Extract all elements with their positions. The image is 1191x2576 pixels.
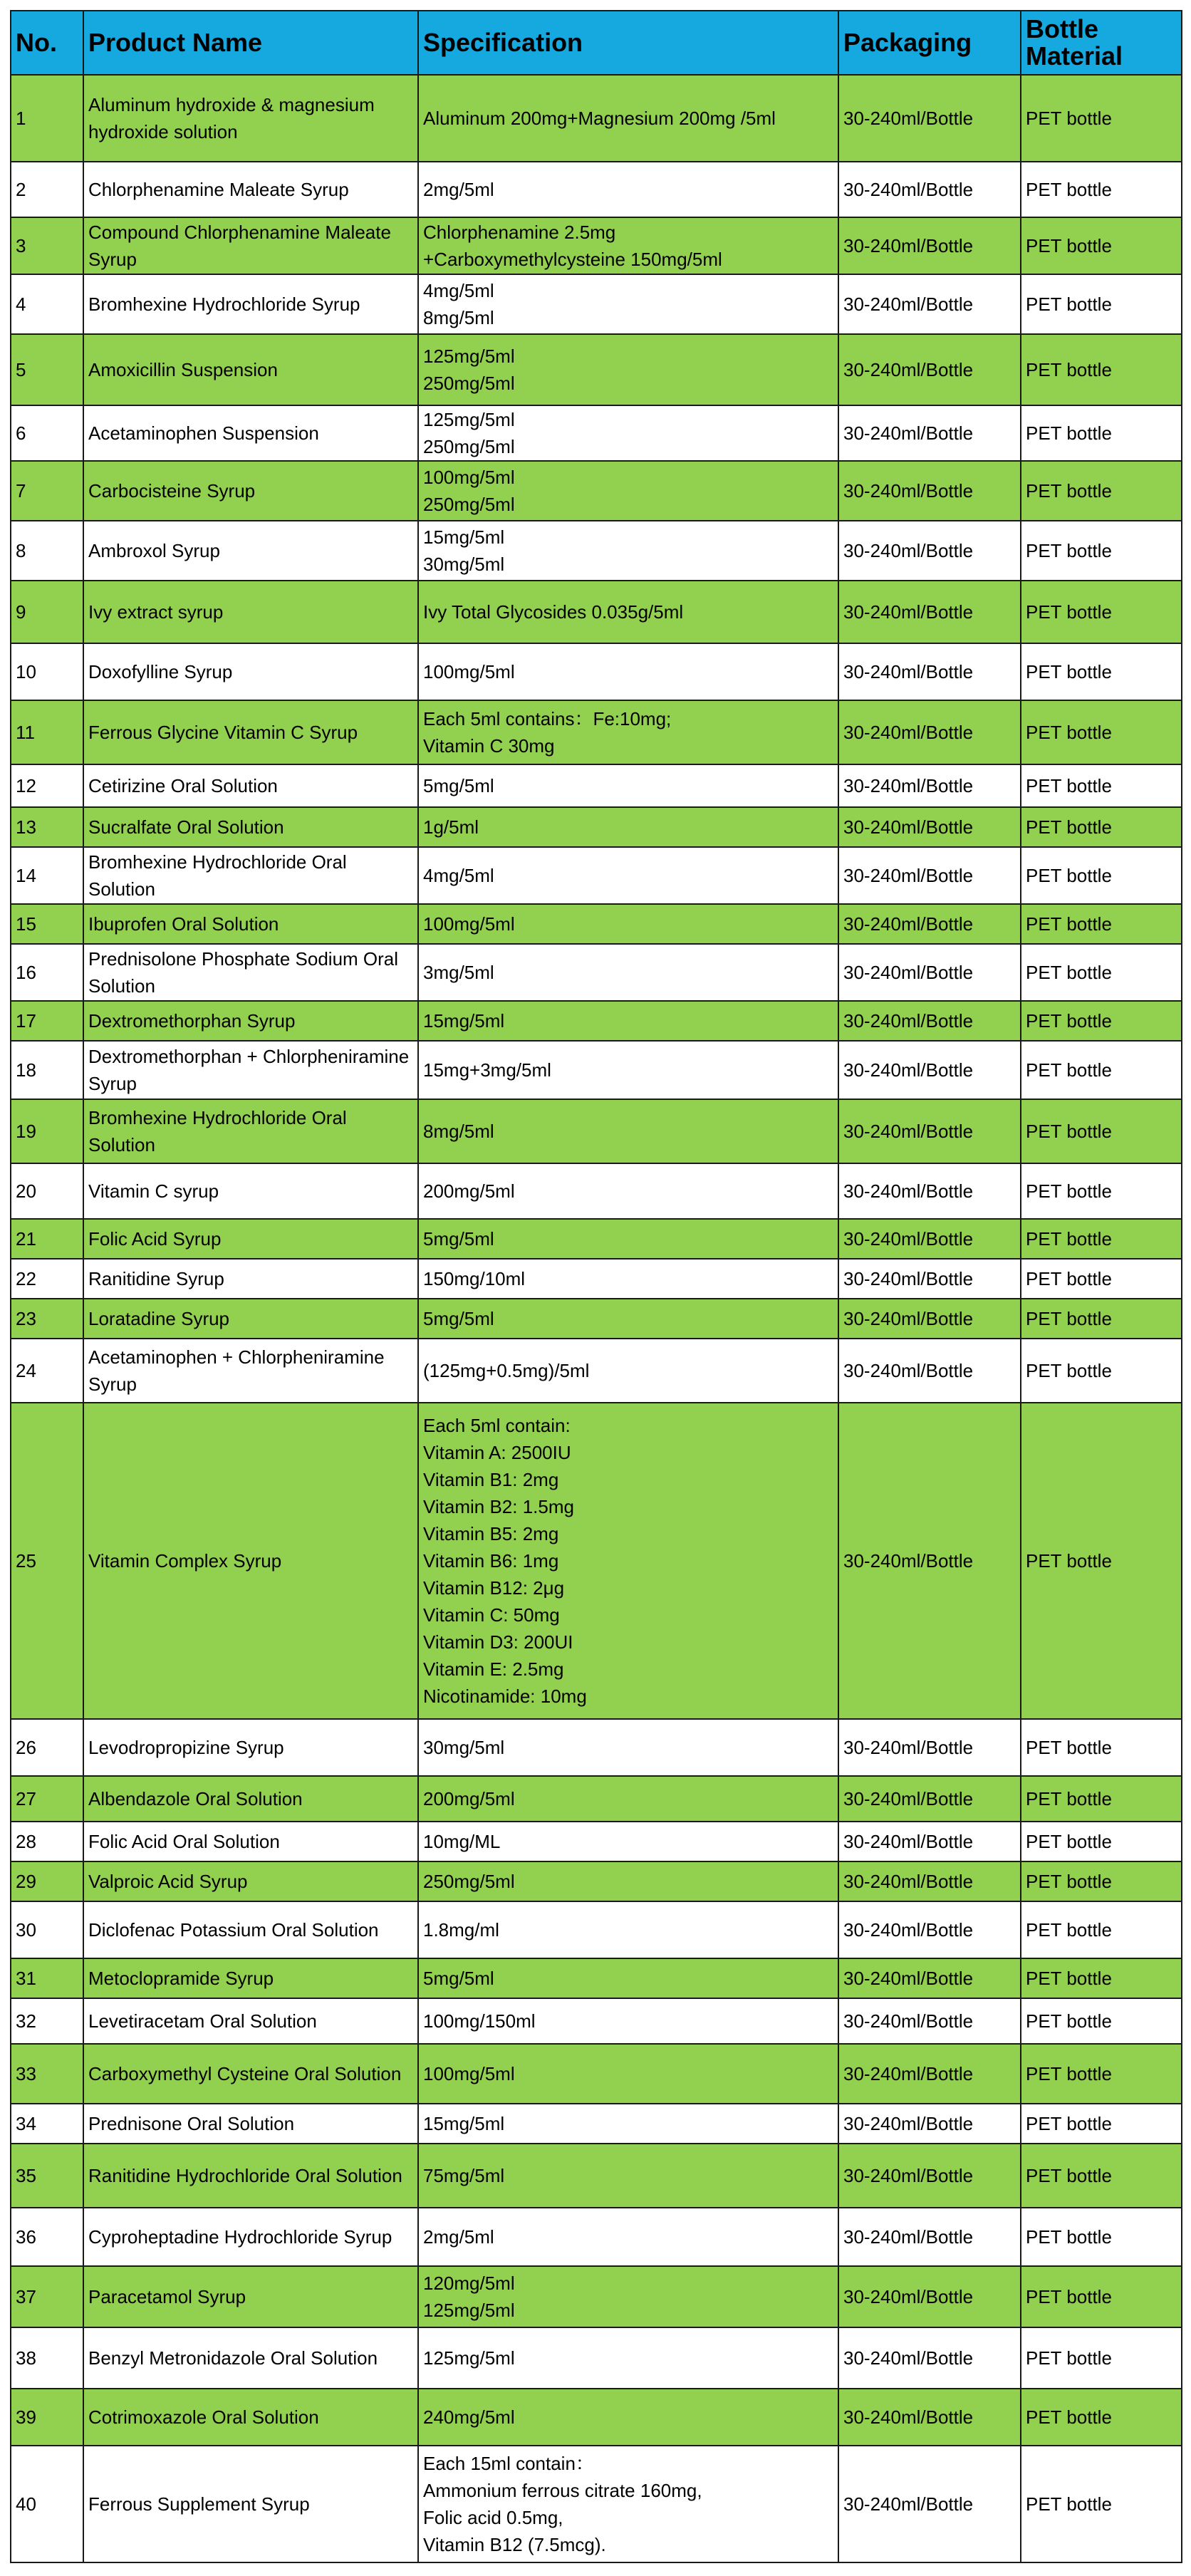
cell-product-name: Benzyl Metronidazole Oral Solution: [83, 2327, 418, 2389]
cell-packaging: 30-240ml/Bottle: [838, 334, 1021, 405]
cell-product-name: Aluminum hydroxide & magnesium hydroxide solution: [83, 75, 418, 162]
cell-specification: 1.8mg/ml: [418, 1901, 838, 1958]
cell-packaging: 30-240ml/Bottle: [838, 2266, 1021, 2327]
cell-bottle-material: PET bottle: [1021, 1099, 1182, 1163]
cell-bottle-material: PET bottle: [1021, 1901, 1182, 1958]
cell-bottle-material: PET bottle: [1021, 1861, 1182, 1901]
cell-bottle-material: PET bottle: [1021, 847, 1182, 904]
cell-bottle-material: PET bottle: [1021, 944, 1182, 1001]
cell-product-name: Albendazole Oral Solution: [83, 1776, 418, 1822]
cell-no: 19: [11, 1099, 83, 1163]
cell-product-name: Cyproheptadine Hydrochloride Syrup: [83, 2208, 418, 2266]
cell-product-name: Paracetamol Syrup: [83, 2266, 418, 2327]
cell-no: 14: [11, 847, 83, 904]
cell-specification: Chlorphenamine 2.5mg +Carboxymethylcysteine 150mg/5ml: [418, 217, 838, 274]
table-row: [11, 1099, 1182, 1163]
cell-packaging: 30-240ml/Bottle: [838, 405, 1021, 461]
cell-product-name: Ferrous Supplement Syrup: [83, 2446, 418, 2562]
cell-product-name: Bromhexine Hydrochloride Oral Solution: [83, 847, 418, 904]
cell-no: 36: [11, 2208, 83, 2266]
cell-packaging: 30-240ml/Bottle: [838, 1403, 1021, 1719]
cell-packaging: 30-240ml/Bottle: [838, 2104, 1021, 2144]
header-row: [11, 11, 1182, 75]
table-row: [11, 461, 1182, 521]
table-row: [11, 1958, 1182, 1998]
cell-product-name: Amoxicillin Suspension: [83, 334, 418, 405]
cell-product-name: Sucralfate Oral Solution: [83, 807, 418, 847]
cell-product-name: Cotrimoxazole Oral Solution: [83, 2389, 418, 2446]
cell-bottle-material: PET bottle: [1021, 1299, 1182, 1339]
cell-product-name: Acetaminophen Suspension: [83, 405, 418, 461]
cell-packaging: 30-240ml/Bottle: [838, 944, 1021, 1001]
cell-packaging: 30-240ml/Bottle: [838, 1041, 1021, 1099]
cell-bottle-material: PET bottle: [1021, 764, 1182, 807]
cell-packaging: 30-240ml/Bottle: [838, 461, 1021, 521]
header-no: No.: [11, 11, 83, 75]
cell-product-name: Bromhexine Hydrochloride Oral Solution: [83, 1099, 418, 1163]
cell-packaging: 30-240ml/Bottle: [838, 700, 1021, 764]
cell-product-name: Ranitidine Hydrochloride Oral Solution: [83, 2144, 418, 2208]
cell-no: 3: [11, 217, 83, 274]
cell-product-name: Dextromethorphan + Chlorpheniramine Syrup: [83, 1041, 418, 1099]
table-row: [11, 807, 1182, 847]
cell-specification: 200mg/5ml: [418, 1163, 838, 1219]
table-body: [11, 75, 1182, 2562]
table-row: [11, 1259, 1182, 1299]
table-row: [11, 162, 1182, 217]
table-row: [11, 700, 1182, 764]
cell-specification: 100mg/5ml: [418, 643, 838, 700]
cell-specification: 15mg+3mg/5ml: [418, 1041, 838, 1099]
cell-packaging: 30-240ml/Bottle: [838, 2446, 1021, 2562]
cell-no: 28: [11, 1822, 83, 1861]
cell-no: 8: [11, 521, 83, 581]
cell-specification: 4mg/5ml 8mg/5ml: [418, 274, 838, 334]
cell-specification: 3mg/5ml: [418, 944, 838, 1001]
table-row: [11, 1041, 1182, 1099]
cell-product-name: Compound Chlorphenamine Maleate Syrup: [83, 217, 418, 274]
cell-no: 38: [11, 2327, 83, 2389]
cell-product-name: Ivy extract syrup: [83, 581, 418, 643]
cell-no: 9: [11, 581, 83, 643]
cell-product-name: Acetaminophen + Chlorpheniramine Syrup: [83, 1339, 418, 1403]
cell-no: 25: [11, 1403, 83, 1719]
cell-packaging: 30-240ml/Bottle: [838, 162, 1021, 217]
cell-product-name: Folic Acid Oral Solution: [83, 1822, 418, 1861]
cell-no: 21: [11, 1219, 83, 1259]
table-row: [11, 1901, 1182, 1958]
table-row: [11, 581, 1182, 643]
product-table: [10, 10, 1182, 2563]
cell-bottle-material: PET bottle: [1021, 1219, 1182, 1259]
cell-product-name: Levodropropizine Syrup: [83, 1719, 418, 1776]
cell-no: 2: [11, 162, 83, 217]
cell-packaging: 30-240ml/Bottle: [838, 2389, 1021, 2446]
cell-specification: 75mg/5ml: [418, 2144, 838, 2208]
cell-bottle-material: PET bottle: [1021, 1403, 1182, 1719]
table-row: [11, 1403, 1182, 1719]
cell-no: 10: [11, 643, 83, 700]
cell-bottle-material: PET bottle: [1021, 1001, 1182, 1041]
table-row: [11, 847, 1182, 904]
cell-no: 15: [11, 904, 83, 944]
cell-no: 13: [11, 807, 83, 847]
table-row: [11, 904, 1182, 944]
cell-no: 18: [11, 1041, 83, 1099]
cell-no: 27: [11, 1776, 83, 1822]
cell-specification: 100mg/150ml: [418, 1998, 838, 2044]
table-row: [11, 1001, 1182, 1041]
cell-packaging: 30-240ml/Bottle: [838, 847, 1021, 904]
cell-bottle-material: PET bottle: [1021, 700, 1182, 764]
cell-product-name: Cetirizine Oral Solution: [83, 764, 418, 807]
cell-no: 4: [11, 274, 83, 334]
cell-product-name: Doxofylline Syrup: [83, 643, 418, 700]
cell-product-name: Ranitidine Syrup: [83, 1259, 418, 1299]
table-row: [11, 643, 1182, 700]
cell-product-name: Ambroxol Syrup: [83, 521, 418, 581]
cell-specification: 5mg/5ml: [418, 1219, 838, 1259]
cell-packaging: 30-240ml/Bottle: [838, 764, 1021, 807]
table-row: [11, 2144, 1182, 2208]
cell-bottle-material: PET bottle: [1021, 521, 1182, 581]
cell-specification: 100mg/5ml: [418, 2044, 838, 2104]
cell-specification: 100mg/5ml: [418, 904, 838, 944]
cell-packaging: 30-240ml/Bottle: [838, 1001, 1021, 1041]
table-row: [11, 274, 1182, 334]
cell-specification: 125mg/5ml: [418, 2327, 838, 2389]
table-row: [11, 2446, 1182, 2562]
table-row: [11, 944, 1182, 1001]
table-row: [11, 1861, 1182, 1901]
table-row: [11, 2266, 1182, 2327]
cell-specification: 30mg/5ml: [418, 1719, 838, 1776]
cell-no: 26: [11, 1719, 83, 1776]
table-row: [11, 1219, 1182, 1259]
cell-bottle-material: PET bottle: [1021, 2208, 1182, 2266]
table-row: [11, 521, 1182, 581]
cell-product-name: Ferrous Glycine Vitamin C Syrup: [83, 700, 418, 764]
cell-bottle-material: PET bottle: [1021, 1259, 1182, 1299]
cell-specification: 100mg/5ml 250mg/5ml: [418, 461, 838, 521]
cell-product-name: Levetiracetam Oral Solution: [83, 1998, 418, 2044]
cell-specification: 150mg/10ml: [418, 1259, 838, 1299]
cell-specification: 4mg/5ml: [418, 847, 838, 904]
cell-bottle-material: PET bottle: [1021, 2389, 1182, 2446]
cell-specification: 10mg/ML: [418, 1822, 838, 1861]
cell-specification: 2mg/5ml: [418, 2208, 838, 2266]
cell-packaging: 30-240ml/Bottle: [838, 2044, 1021, 2104]
cell-packaging: 30-240ml/Bottle: [838, 581, 1021, 643]
cell-packaging: 30-240ml/Bottle: [838, 904, 1021, 944]
cell-packaging: 30-240ml/Bottle: [838, 1776, 1021, 1822]
cell-no: 35: [11, 2144, 83, 2208]
table-row: [11, 1299, 1182, 1339]
table-row: [11, 334, 1182, 405]
header-bottle-material: Bottle Material: [1021, 11, 1182, 75]
cell-specification: 15mg/5ml: [418, 2104, 838, 2144]
cell-bottle-material: PET bottle: [1021, 1719, 1182, 1776]
cell-specification: Each 5ml contains：Fe:10mg; Vitamin C 30mg: [418, 700, 838, 764]
table-row: [11, 2044, 1182, 2104]
cell-bottle-material: PET bottle: [1021, 2266, 1182, 2327]
table-row: [11, 1163, 1182, 1219]
cell-bottle-material: PET bottle: [1021, 274, 1182, 334]
cell-bottle-material: PET bottle: [1021, 1339, 1182, 1403]
cell-product-name: Metoclopramide Syrup: [83, 1958, 418, 1998]
cell-bottle-material: PET bottle: [1021, 904, 1182, 944]
table-row: [11, 2389, 1182, 2446]
cell-packaging: 30-240ml/Bottle: [838, 1998, 1021, 2044]
table-row: [11, 764, 1182, 807]
cell-packaging: 30-240ml/Bottle: [838, 807, 1021, 847]
cell-specification: 5mg/5ml: [418, 1299, 838, 1339]
cell-packaging: 30-240ml/Bottle: [838, 1958, 1021, 1998]
cell-bottle-material: PET bottle: [1021, 1163, 1182, 1219]
cell-product-name: Carboxymethyl Cysteine Oral Solution: [83, 2044, 418, 2104]
cell-bottle-material: PET bottle: [1021, 807, 1182, 847]
cell-no: 32: [11, 1998, 83, 2044]
cell-product-name: Ibuprofen Oral Solution: [83, 904, 418, 944]
cell-specification: 15mg/5ml: [418, 1001, 838, 1041]
header-packaging: Packaging: [838, 11, 1021, 75]
cell-packaging: 30-240ml/Bottle: [838, 521, 1021, 581]
table-row: [11, 75, 1182, 162]
cell-packaging: 30-240ml/Bottle: [838, 2208, 1021, 2266]
cell-no: 16: [11, 944, 83, 1001]
cell-specification: Each 15ml contain： Ammonium ferrous citrate 160mg, Folic acid 0.5mg, Vitamin B12 (7.5mcg).: [418, 2446, 838, 2562]
cell-packaging: 30-240ml/Bottle: [838, 1822, 1021, 1861]
cell-specification: 2mg/5ml: [418, 162, 838, 217]
cell-specification: Ivy Total Glycosides 0.035g/5ml: [418, 581, 838, 643]
cell-specification: 240mg/5ml: [418, 2389, 838, 2446]
cell-bottle-material: PET bottle: [1021, 2104, 1182, 2144]
cell-product-name: Dextromethorphan Syrup: [83, 1001, 418, 1041]
header-product-name: Product Name: [83, 11, 418, 75]
cell-no: 12: [11, 764, 83, 807]
table-row: [11, 2327, 1182, 2389]
cell-no: 33: [11, 2044, 83, 2104]
cell-bottle-material: PET bottle: [1021, 461, 1182, 521]
cell-no: 20: [11, 1163, 83, 1219]
cell-packaging: 30-240ml/Bottle: [838, 643, 1021, 700]
table-row: [11, 1822, 1182, 1861]
cell-no: 5: [11, 334, 83, 405]
cell-bottle-material: PET bottle: [1021, 162, 1182, 217]
cell-no: 31: [11, 1958, 83, 1998]
cell-specification: 250mg/5ml: [418, 1861, 838, 1901]
table-row: [11, 2208, 1182, 2266]
cell-packaging: 30-240ml/Bottle: [838, 1259, 1021, 1299]
cell-specification: 1g/5ml: [418, 807, 838, 847]
table-row: [11, 1719, 1182, 1776]
cell-product-name: Vitamin Complex Syrup: [83, 1403, 418, 1719]
cell-packaging: 30-240ml/Bottle: [838, 1219, 1021, 1259]
table-row: [11, 2104, 1182, 2144]
cell-specification: (125mg+0.5mg)/5ml: [418, 1339, 838, 1403]
cell-packaging: 30-240ml/Bottle: [838, 75, 1021, 162]
cell-product-name: Prednisone Oral Solution: [83, 2104, 418, 2144]
cell-product-name: Prednisolone Phosphate Sodium Oral Solution: [83, 944, 418, 1001]
cell-no: 24: [11, 1339, 83, 1403]
table-row: [11, 217, 1182, 274]
cell-bottle-material: PET bottle: [1021, 75, 1182, 162]
cell-bottle-material: PET bottle: [1021, 643, 1182, 700]
cell-bottle-material: PET bottle: [1021, 1041, 1182, 1099]
header-specification: Specification: [418, 11, 838, 75]
cell-specification: 120mg/5ml 125mg/5ml: [418, 2266, 838, 2327]
cell-bottle-material: PET bottle: [1021, 405, 1182, 461]
cell-bottle-material: PET bottle: [1021, 2327, 1182, 2389]
cell-product-name: Vitamin C syrup: [83, 1163, 418, 1219]
cell-specification: Each 5ml contain: Vitamin A: 2500IU Vitamin B1: 2mg Vitamin B2: 1.5mg Vitamin B5: 2mg Vitamin B6: 1mg Vitamin B12: 2μg Vitamin C: 50mg Vitamin D3: 200UI Vitamin E: 2.5mg Nicotinamide: 10mg: [418, 1403, 838, 1719]
cell-packaging: 30-240ml/Bottle: [838, 1719, 1021, 1776]
cell-bottle-material: PET bottle: [1021, 2044, 1182, 2104]
cell-no: 29: [11, 1861, 83, 1901]
cell-no: 17: [11, 1001, 83, 1041]
table-header: [11, 11, 1182, 75]
cell-packaging: 30-240ml/Bottle: [838, 1901, 1021, 1958]
cell-specification: Aluminum 200mg+Magnesium 200mg /5ml: [418, 75, 838, 162]
cell-bottle-material: PET bottle: [1021, 581, 1182, 643]
cell-product-name: Bromhexine Hydrochloride Syrup: [83, 274, 418, 334]
cell-no: 1: [11, 75, 83, 162]
cell-bottle-material: PET bottle: [1021, 1998, 1182, 2044]
cell-bottle-material: PET bottle: [1021, 334, 1182, 405]
cell-specification: 125mg/5ml 250mg/5ml: [418, 334, 838, 405]
table-row: [11, 405, 1182, 461]
cell-product-name: Chlorphenamine Maleate Syrup: [83, 162, 418, 217]
cell-no: 7: [11, 461, 83, 521]
cell-packaging: 30-240ml/Bottle: [838, 1299, 1021, 1339]
cell-bottle-material: PET bottle: [1021, 1776, 1182, 1822]
cell-product-name: Carbocisteine Syrup: [83, 461, 418, 521]
cell-specification: 200mg/5ml: [418, 1776, 838, 1822]
cell-packaging: 30-240ml/Bottle: [838, 1861, 1021, 1901]
cell-no: 39: [11, 2389, 83, 2446]
cell-no: 22: [11, 1259, 83, 1299]
cell-packaging: 30-240ml/Bottle: [838, 2327, 1021, 2389]
cell-product-name: Folic Acid Syrup: [83, 1219, 418, 1259]
cell-bottle-material: PET bottle: [1021, 1958, 1182, 1998]
cell-packaging: 30-240ml/Bottle: [838, 274, 1021, 334]
cell-packaging: 30-240ml/Bottle: [838, 1163, 1021, 1219]
cell-no: 37: [11, 2266, 83, 2327]
cell-specification: 125mg/5ml 250mg/5ml: [418, 405, 838, 461]
cell-bottle-material: PET bottle: [1021, 2144, 1182, 2208]
cell-bottle-material: PET bottle: [1021, 2446, 1182, 2562]
table-row: [11, 1339, 1182, 1403]
cell-no: 6: [11, 405, 83, 461]
cell-packaging: 30-240ml/Bottle: [838, 1339, 1021, 1403]
cell-specification: 15mg/5ml 30mg/5ml: [418, 521, 838, 581]
cell-no: 30: [11, 1901, 83, 1958]
cell-specification: 5mg/5ml: [418, 764, 838, 807]
cell-no: 11: [11, 700, 83, 764]
table-row: [11, 1776, 1182, 1822]
cell-specification: 5mg/5ml: [418, 1958, 838, 1998]
cell-specification: 8mg/5ml: [418, 1099, 838, 1163]
cell-bottle-material: PET bottle: [1021, 1822, 1182, 1861]
cell-bottle-material: PET bottle: [1021, 217, 1182, 274]
table-row: [11, 1998, 1182, 2044]
cell-packaging: 30-240ml/Bottle: [838, 217, 1021, 274]
cell-packaging: 30-240ml/Bottle: [838, 1099, 1021, 1163]
cell-no: 34: [11, 2104, 83, 2144]
cell-no: 23: [11, 1299, 83, 1339]
cell-product-name: Valproic Acid Syrup: [83, 1861, 418, 1901]
cell-no: 40: [11, 2446, 83, 2562]
cell-product-name: Loratadine Syrup: [83, 1299, 418, 1339]
cell-packaging: 30-240ml/Bottle: [838, 2144, 1021, 2208]
cell-product-name: Diclofenac Potassium Oral Solution: [83, 1901, 418, 1958]
